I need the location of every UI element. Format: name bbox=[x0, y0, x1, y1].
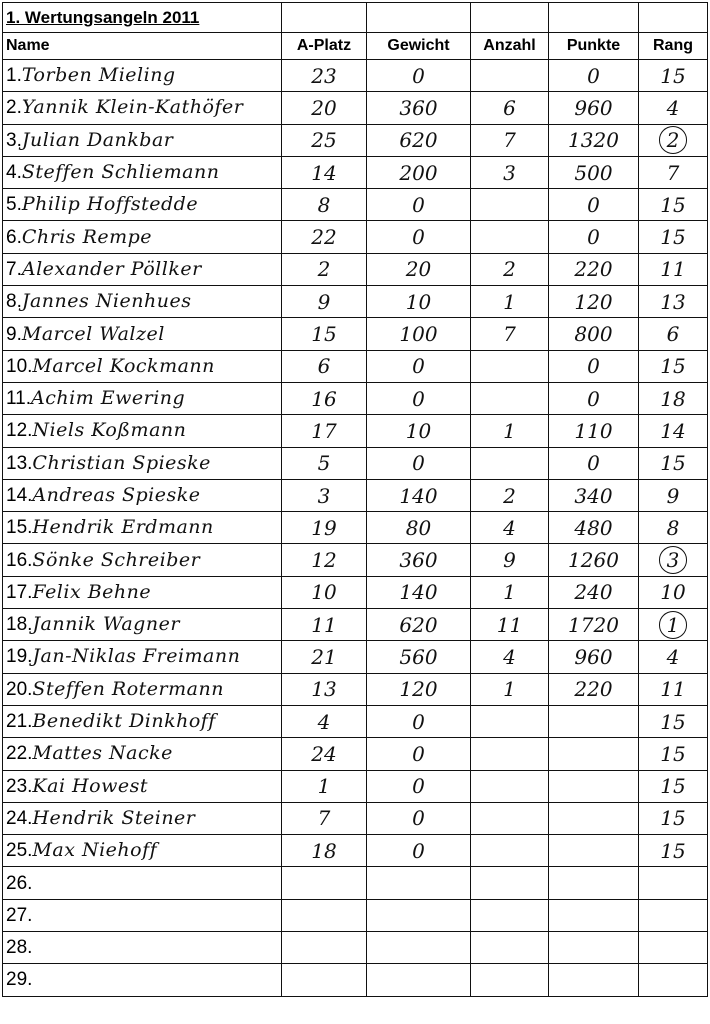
gewicht-cell: 10 bbox=[367, 415, 471, 447]
punkte-cell: 0 bbox=[549, 382, 639, 414]
row-number: 11. bbox=[6, 388, 32, 410]
participant-name: Benedikt Dinkhoff bbox=[32, 710, 216, 733]
header-anzahl: Anzahl bbox=[471, 33, 549, 60]
a-platz-cell: 20 bbox=[282, 92, 367, 124]
participant-name: Max Niehoff bbox=[32, 839, 158, 862]
punkte-cell: 340 bbox=[549, 479, 639, 511]
anzahl-cell: 9 bbox=[471, 544, 549, 576]
table-row bbox=[3, 156, 708, 188]
name-cell bbox=[3, 576, 282, 608]
header-a-platz: A-Platz bbox=[282, 33, 367, 60]
gewicht-cell: 620 bbox=[367, 609, 471, 641]
participant-name: Jan-Niklas Freimann bbox=[32, 645, 241, 668]
a-platz-cell: 6 bbox=[282, 350, 367, 382]
punkte-cell: 240 bbox=[549, 576, 639, 608]
rang-cell bbox=[639, 641, 708, 673]
name-cell bbox=[3, 899, 282, 931]
sheet-title: 1. Wertungsangeln 2011 bbox=[6, 7, 200, 27]
a-platz-cell bbox=[282, 867, 367, 899]
punkte-cell bbox=[549, 802, 639, 834]
rang-cell bbox=[639, 576, 708, 608]
row-number: 21. bbox=[6, 711, 33, 733]
gewicht-cell: 200 bbox=[367, 156, 471, 188]
gewicht-cell: 0 bbox=[367, 802, 471, 834]
gewicht-cell: 360 bbox=[367, 92, 471, 124]
rank-value: 8 bbox=[666, 515, 680, 540]
a-platz-cell: 12 bbox=[282, 544, 367, 576]
rang-cell bbox=[639, 124, 708, 156]
rank-value: 15 bbox=[660, 225, 686, 250]
row-number: 13. bbox=[6, 452, 33, 474]
table-row bbox=[3, 221, 708, 253]
anzahl-cell bbox=[471, 932, 549, 964]
participant-name: Yannik Klein-Kathöfer bbox=[21, 96, 244, 119]
rang-cell bbox=[639, 350, 708, 382]
punkte-cell: 800 bbox=[549, 318, 639, 350]
punkte-cell: 120 bbox=[549, 286, 639, 318]
rang-cell bbox=[639, 705, 708, 737]
name-cell bbox=[3, 738, 282, 770]
row-number: 29. bbox=[6, 969, 33, 991]
rang-cell bbox=[639, 60, 708, 92]
rank-value: 15 bbox=[660, 806, 686, 831]
rank-value: 15 bbox=[660, 709, 686, 734]
a-platz-cell: 5 bbox=[282, 447, 367, 479]
a-platz-cell: 22 bbox=[282, 221, 367, 253]
rang-cell bbox=[639, 673, 708, 705]
punkte-cell: 500 bbox=[549, 156, 639, 188]
name-cell bbox=[3, 382, 282, 414]
anzahl-cell bbox=[471, 802, 549, 834]
table-row bbox=[3, 512, 708, 544]
row-number: 14. bbox=[6, 485, 33, 506]
name-cell bbox=[3, 479, 282, 511]
participant-name: Jannik Wagner bbox=[32, 613, 180, 636]
participant-name: Philip Hoffstedde bbox=[21, 193, 199, 216]
gewicht-cell bbox=[367, 932, 471, 964]
a-platz-cell: 15 bbox=[282, 318, 367, 350]
rang-cell bbox=[639, 770, 708, 802]
punkte-cell bbox=[549, 964, 639, 996]
name-cell bbox=[3, 60, 282, 92]
table-row bbox=[3, 189, 708, 221]
table-row bbox=[3, 899, 708, 931]
participant-name: Christian Spieske bbox=[32, 451, 211, 474]
name-cell bbox=[3, 609, 282, 641]
rank-value: 15 bbox=[660, 741, 686, 766]
gewicht-cell bbox=[367, 899, 471, 931]
name-cell bbox=[3, 964, 282, 996]
rank-value: 4 bbox=[666, 95, 680, 120]
header-rang: Rang bbox=[639, 33, 708, 60]
rank-value: 7 bbox=[666, 160, 680, 185]
name-cell bbox=[3, 124, 282, 156]
rank-value: 15 bbox=[660, 192, 686, 217]
rang-cell bbox=[639, 512, 708, 544]
a-platz-cell: 8 bbox=[282, 189, 367, 221]
a-platz-cell: 17 bbox=[282, 415, 367, 447]
anzahl-cell bbox=[471, 60, 549, 92]
table-row bbox=[3, 253, 708, 285]
rank-value: 15 bbox=[660, 63, 686, 88]
participant-name: Mattes Nacke bbox=[32, 742, 173, 765]
row-number: 17. bbox=[6, 581, 33, 603]
participant-name: Niels Koßmann bbox=[32, 419, 187, 442]
rang-cell bbox=[639, 867, 708, 899]
anzahl-cell: 4 bbox=[471, 641, 549, 673]
a-platz-cell: 24 bbox=[282, 738, 367, 770]
rang-cell bbox=[639, 92, 708, 124]
anzahl-cell: 1 bbox=[471, 286, 549, 318]
row-number: 9. bbox=[6, 323, 22, 345]
participant-name: Achim Ewering bbox=[31, 387, 186, 410]
anzahl-cell bbox=[471, 770, 549, 802]
rang-cell bbox=[639, 738, 708, 770]
anzahl-cell: 4 bbox=[471, 512, 549, 544]
rank-value: 18 bbox=[660, 386, 686, 411]
participant-name: Marcel Walzel bbox=[21, 322, 165, 345]
punkte-cell: 960 bbox=[549, 641, 639, 673]
rang-cell bbox=[639, 156, 708, 188]
row-number: 4. bbox=[6, 162, 22, 184]
punkte-cell: 110 bbox=[549, 415, 639, 447]
rang-cell bbox=[639, 479, 708, 511]
rank-value: 11 bbox=[660, 677, 686, 702]
punkte-cell: 0 bbox=[549, 447, 639, 479]
row-number: 24. bbox=[6, 807, 33, 829]
gewicht-cell: 100 bbox=[367, 318, 471, 350]
a-platz-cell: 14 bbox=[282, 156, 367, 188]
gewicht-cell: 0 bbox=[367, 447, 471, 479]
row-number: 2. bbox=[6, 97, 22, 119]
anzahl-cell bbox=[471, 221, 549, 253]
participant-name: Sönke Schreiber bbox=[32, 548, 201, 571]
row-number: 1. bbox=[6, 65, 22, 87]
gewicht-cell: 0 bbox=[367, 221, 471, 253]
punkte-cell: 0 bbox=[549, 221, 639, 253]
row-number: 15. bbox=[6, 517, 33, 539]
name-cell bbox=[3, 512, 282, 544]
anzahl-cell bbox=[471, 447, 549, 479]
punkte-cell: 1260 bbox=[549, 544, 639, 576]
punkte-cell: 1320 bbox=[549, 124, 639, 156]
name-cell bbox=[3, 447, 282, 479]
anzahl-cell bbox=[471, 867, 549, 899]
table-row bbox=[3, 770, 708, 802]
row-number: 18. bbox=[6, 614, 33, 636]
row-number: 26. bbox=[6, 872, 33, 894]
gewicht-cell bbox=[367, 867, 471, 899]
gewicht-cell: 0 bbox=[367, 835, 471, 867]
row-number: 12. bbox=[6, 420, 33, 442]
name-cell bbox=[3, 932, 282, 964]
a-platz-cell: 4 bbox=[282, 705, 367, 737]
anzahl-cell bbox=[471, 382, 549, 414]
gewicht-cell: 10 bbox=[367, 286, 471, 318]
table-row bbox=[3, 124, 708, 156]
anzahl-cell: 1 bbox=[471, 673, 549, 705]
table-row bbox=[3, 350, 708, 382]
a-platz-cell bbox=[282, 964, 367, 996]
rang-cell bbox=[639, 964, 708, 996]
participant-name: Andreas Spieske bbox=[32, 484, 201, 506]
gewicht-cell: 0 bbox=[367, 60, 471, 92]
rank-value: 15 bbox=[660, 451, 686, 476]
rang-cell bbox=[639, 415, 708, 447]
rang-cell bbox=[639, 286, 708, 318]
row-number: 27. bbox=[6, 904, 33, 926]
anzahl-cell: 7 bbox=[471, 124, 549, 156]
name-cell bbox=[3, 641, 282, 673]
participant-name: Steffen Rotermann bbox=[32, 677, 224, 700]
rang-cell bbox=[639, 253, 708, 285]
table-row bbox=[3, 964, 708, 996]
punkte-cell: 960 bbox=[549, 92, 639, 124]
gewicht-cell: 360 bbox=[367, 544, 471, 576]
rang-cell bbox=[639, 802, 708, 834]
table-row bbox=[3, 835, 708, 867]
row-number: 7. bbox=[6, 258, 22, 280]
title-empty-cell bbox=[471, 3, 549, 33]
score-sheet bbox=[2, 2, 707, 1022]
table-row bbox=[3, 738, 708, 770]
a-platz-cell bbox=[282, 899, 367, 931]
title-cell bbox=[3, 3, 282, 33]
rang-cell bbox=[639, 189, 708, 221]
row-number: 23. bbox=[6, 775, 33, 797]
rang-cell bbox=[639, 318, 708, 350]
title-empty-cell bbox=[367, 3, 471, 33]
anzahl-cell bbox=[471, 705, 549, 737]
circled-rank: 3 bbox=[659, 546, 688, 574]
anzahl-cell bbox=[471, 964, 549, 996]
table-row bbox=[3, 286, 708, 318]
name-cell bbox=[3, 867, 282, 899]
row-number: 6. bbox=[6, 226, 22, 248]
gewicht-cell: 140 bbox=[367, 479, 471, 511]
name-cell bbox=[3, 286, 282, 318]
a-platz-cell: 16 bbox=[282, 382, 367, 414]
name-cell bbox=[3, 350, 282, 382]
a-platz-cell: 2 bbox=[282, 253, 367, 285]
gewicht-cell: 80 bbox=[367, 512, 471, 544]
rang-cell bbox=[639, 835, 708, 867]
name-cell bbox=[3, 221, 282, 253]
gewicht-cell: 0 bbox=[367, 350, 471, 382]
anzahl-cell bbox=[471, 738, 549, 770]
anzahl-cell bbox=[471, 835, 549, 867]
table-row bbox=[3, 92, 708, 124]
participant-name: Torben Mieling bbox=[21, 64, 176, 87]
anzahl-cell: 2 bbox=[471, 479, 549, 511]
gewicht-cell: 0 bbox=[367, 738, 471, 770]
table-row bbox=[3, 415, 708, 447]
title-empty-cell bbox=[549, 3, 639, 33]
gewicht-cell bbox=[367, 964, 471, 996]
table-row bbox=[3, 60, 708, 92]
a-platz-cell: 3 bbox=[282, 479, 367, 511]
table-row bbox=[3, 447, 708, 479]
table-row bbox=[3, 609, 708, 641]
name-cell bbox=[3, 92, 282, 124]
rank-value: 13 bbox=[660, 289, 686, 314]
participant-name: Hendrik Erdmann bbox=[32, 516, 214, 539]
name-cell bbox=[3, 802, 282, 834]
circled-rank: 2 bbox=[659, 126, 688, 154]
participant-name: Jannes Nienhues bbox=[21, 290, 192, 313]
row-number: 19. bbox=[6, 646, 33, 668]
rank-value: 10 bbox=[660, 580, 686, 605]
rank-value: 15 bbox=[660, 354, 686, 379]
row-number: 8. bbox=[6, 291, 22, 313]
anzahl-cell: 3 bbox=[471, 156, 549, 188]
punkte-cell: 0 bbox=[549, 350, 639, 382]
title-empty-cell bbox=[282, 3, 367, 33]
name-cell bbox=[3, 318, 282, 350]
rank-value: 15 bbox=[660, 774, 686, 799]
rang-cell bbox=[639, 382, 708, 414]
a-platz-cell: 18 bbox=[282, 835, 367, 867]
rank-value: 11 bbox=[660, 257, 686, 282]
row-number: 3. bbox=[6, 129, 22, 151]
punkte-cell: 0 bbox=[549, 189, 639, 221]
rank-value: 4 bbox=[666, 644, 680, 669]
gewicht-cell: 20 bbox=[367, 253, 471, 285]
gewicht-cell: 0 bbox=[367, 705, 471, 737]
gewicht-cell: 0 bbox=[367, 770, 471, 802]
participant-name: Hendrik Steiner bbox=[32, 806, 196, 829]
a-platz-cell: 23 bbox=[282, 60, 367, 92]
name-cell bbox=[3, 156, 282, 188]
rank-value: 15 bbox=[660, 838, 686, 863]
punkte-cell: 220 bbox=[549, 673, 639, 705]
table-row bbox=[3, 382, 708, 414]
name-cell bbox=[3, 253, 282, 285]
row-number: 16. bbox=[6, 549, 33, 571]
a-platz-cell: 19 bbox=[282, 512, 367, 544]
name-cell bbox=[3, 673, 282, 705]
participant-name: Felix Behne bbox=[32, 580, 152, 603]
results-table bbox=[2, 2, 708, 997]
a-platz-cell: 10 bbox=[282, 576, 367, 608]
name-cell bbox=[3, 415, 282, 447]
a-platz-cell: 7 bbox=[282, 802, 367, 834]
punkte-cell: 1720 bbox=[549, 609, 639, 641]
anzahl-cell: 2 bbox=[471, 253, 549, 285]
table-row bbox=[3, 673, 708, 705]
punkte-cell bbox=[549, 738, 639, 770]
participant-name: Steffen Schliemann bbox=[21, 161, 220, 184]
title-empty-cell bbox=[639, 3, 708, 33]
punkte-cell bbox=[549, 899, 639, 931]
row-number: 28. bbox=[6, 937, 33, 959]
gewicht-cell: 140 bbox=[367, 576, 471, 608]
gewicht-cell: 560 bbox=[367, 641, 471, 673]
gewicht-cell: 620 bbox=[367, 124, 471, 156]
title-row bbox=[3, 3, 708, 33]
rang-cell bbox=[639, 932, 708, 964]
anzahl-cell bbox=[471, 350, 549, 382]
participant-name: Alexander Pöllker bbox=[21, 257, 202, 280]
rank-value: 14 bbox=[660, 418, 686, 443]
table-row bbox=[3, 576, 708, 608]
rang-cell bbox=[639, 447, 708, 479]
header-name: Name bbox=[3, 33, 282, 60]
punkte-cell bbox=[549, 705, 639, 737]
name-cell bbox=[3, 189, 282, 221]
anzahl-cell: 6 bbox=[471, 92, 549, 124]
a-platz-cell: 13 bbox=[282, 673, 367, 705]
header-row bbox=[3, 33, 708, 60]
name-cell bbox=[3, 835, 282, 867]
rang-cell bbox=[639, 899, 708, 931]
anzahl-cell: 11 bbox=[471, 609, 549, 641]
punkte-cell: 220 bbox=[549, 253, 639, 285]
anzahl-cell bbox=[471, 899, 549, 931]
participant-name: Marcel Kockmann bbox=[32, 354, 215, 377]
table-row bbox=[3, 479, 708, 511]
anzahl-cell: 1 bbox=[471, 576, 549, 608]
table-row bbox=[3, 867, 708, 899]
anzahl-cell bbox=[471, 189, 549, 221]
table-row bbox=[3, 318, 708, 350]
rank-value: 9 bbox=[666, 483, 680, 508]
name-cell bbox=[3, 544, 282, 576]
table-row bbox=[3, 641, 708, 673]
gewicht-cell: 0 bbox=[367, 382, 471, 414]
circled-rank: 1 bbox=[659, 611, 688, 639]
anzahl-cell: 1 bbox=[471, 415, 549, 447]
table-row bbox=[3, 544, 708, 576]
name-cell bbox=[3, 770, 282, 802]
row-number: 20. bbox=[6, 678, 33, 700]
rank-value: 6 bbox=[666, 322, 680, 347]
table-row bbox=[3, 932, 708, 964]
header-punkte: Punkte bbox=[549, 33, 639, 60]
row-number: 10. bbox=[6, 355, 33, 377]
a-platz-cell: 1 bbox=[282, 770, 367, 802]
name-cell bbox=[3, 705, 282, 737]
a-platz-cell: 25 bbox=[282, 124, 367, 156]
rang-cell bbox=[639, 609, 708, 641]
participant-name: Julian Dankbar bbox=[21, 128, 174, 151]
gewicht-cell: 0 bbox=[367, 189, 471, 221]
punkte-cell bbox=[549, 867, 639, 899]
punkte-cell bbox=[549, 770, 639, 802]
table-row bbox=[3, 705, 708, 737]
row-number: 25. bbox=[6, 840, 33, 862]
a-platz-cell bbox=[282, 932, 367, 964]
punkte-cell: 0 bbox=[549, 60, 639, 92]
a-platz-cell: 21 bbox=[282, 641, 367, 673]
a-platz-cell: 11 bbox=[282, 609, 367, 641]
a-platz-cell: 9 bbox=[282, 286, 367, 318]
participant-name: Chris Rempe bbox=[21, 225, 153, 248]
table-row bbox=[3, 802, 708, 834]
header-gewicht: Gewicht bbox=[367, 33, 471, 60]
anzahl-cell: 7 bbox=[471, 318, 549, 350]
rang-cell bbox=[639, 221, 708, 253]
participant-name: Kai Howest bbox=[32, 774, 148, 797]
punkte-cell bbox=[549, 835, 639, 867]
row-number: 5. bbox=[6, 194, 22, 216]
gewicht-cell: 120 bbox=[367, 673, 471, 705]
punkte-cell: 480 bbox=[549, 512, 639, 544]
row-number: 22. bbox=[6, 743, 33, 765]
punkte-cell bbox=[549, 932, 639, 964]
rang-cell bbox=[639, 544, 708, 576]
